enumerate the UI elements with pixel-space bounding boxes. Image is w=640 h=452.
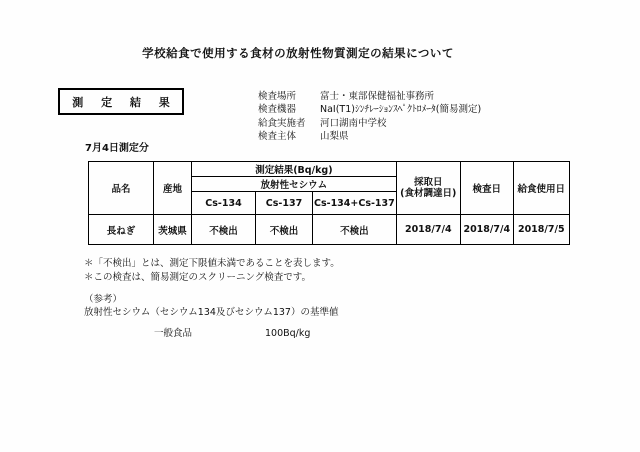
reference-item-value: 100Bq/kg — [265, 328, 311, 339]
header-item: 品名 — [89, 162, 154, 215]
info-value-authority: 山梨県 — [320, 131, 349, 143]
header-cs-total: Cs-134+Cs-137 — [313, 192, 397, 215]
measurement-result-label: 測 定 結 果 — [72, 95, 177, 109]
reference-item-label: 一般食品 — [154, 328, 193, 339]
info-label-location: 検査場所 — [258, 91, 297, 102]
note-not-detected: ＊「不検出」とは、測定下限値未満であることを表します。 — [84, 258, 340, 269]
info-label-equipment: 検査機器 — [258, 104, 297, 116]
cell-origin: 茨城県 — [154, 215, 192, 245]
info-value-location: 富士・東部保健福祉事務所 — [320, 91, 435, 102]
header-cs134: Cs-134 — [192, 192, 256, 215]
measurement-date: 7月4日測定分 — [85, 143, 149, 154]
cell-item: 長ねぎ — [89, 215, 154, 245]
cell-cs-total: 不検出 — [313, 215, 397, 245]
info-row-provider — [258, 117, 481, 130]
header-inspection-date: 検査日 — [460, 162, 513, 215]
reference-description: 放射性セシウム（セシウム134及びセシウム137）の基準値 — [84, 307, 339, 318]
header-cesium-group: 放射性セシウム — [192, 177, 397, 192]
cell-inspection-date: 2018/7/4 — [460, 215, 513, 245]
reference-section — [84, 293, 504, 341]
table-row — [89, 215, 570, 245]
reference-heading: （参考） — [84, 294, 123, 305]
cell-cs137: 不検出 — [256, 215, 313, 245]
info-label-provider: 給食実施者 — [258, 117, 306, 129]
header-sampling-date — [396, 162, 460, 215]
info-value-equipment: NaI(T1)ｼﾝﾁﾚｰｼｮﾝｽﾍﾟｸﾄﾛﾒｰﾀ(簡易測定) — [320, 104, 482, 116]
reference-standard-row — [84, 327, 504, 341]
info-row-equipment — [258, 103, 481, 116]
header-origin: 産地 — [154, 162, 192, 215]
header-sampling-date-line1: 採取日 — [414, 176, 443, 188]
cell-serving-date: 2018/7/5 — [513, 215, 569, 245]
note-screening: ＊この検査は、簡易測定のスクリーニング検査です。 — [84, 272, 312, 283]
header-cs137: Cs-137 — [256, 192, 313, 215]
cell-cs134: 不検出 — [192, 215, 256, 245]
measurement-result-box — [58, 88, 184, 115]
cell-sampling-date: 2018/7/4 — [396, 215, 460, 245]
header-row-group — [89, 162, 570, 177]
header-result-group: 測定結果(Bq/kg) — [192, 162, 397, 177]
info-row-authority — [258, 130, 481, 143]
page-title: 学校給食で使用する食材の放射性物質測定の結果について — [142, 46, 454, 60]
info-label-authority: 検査主体 — [258, 131, 297, 143]
inspection-info — [258, 90, 481, 144]
info-row-location — [258, 90, 481, 103]
header-serving-date: 給食使用日 — [513, 162, 569, 215]
notes — [84, 257, 340, 285]
measurement-results-table — [88, 161, 570, 245]
info-value-provider: 河口湖南中学校 — [320, 117, 387, 129]
header-sampling-date-line2: (食材調達日) — [400, 188, 457, 199]
